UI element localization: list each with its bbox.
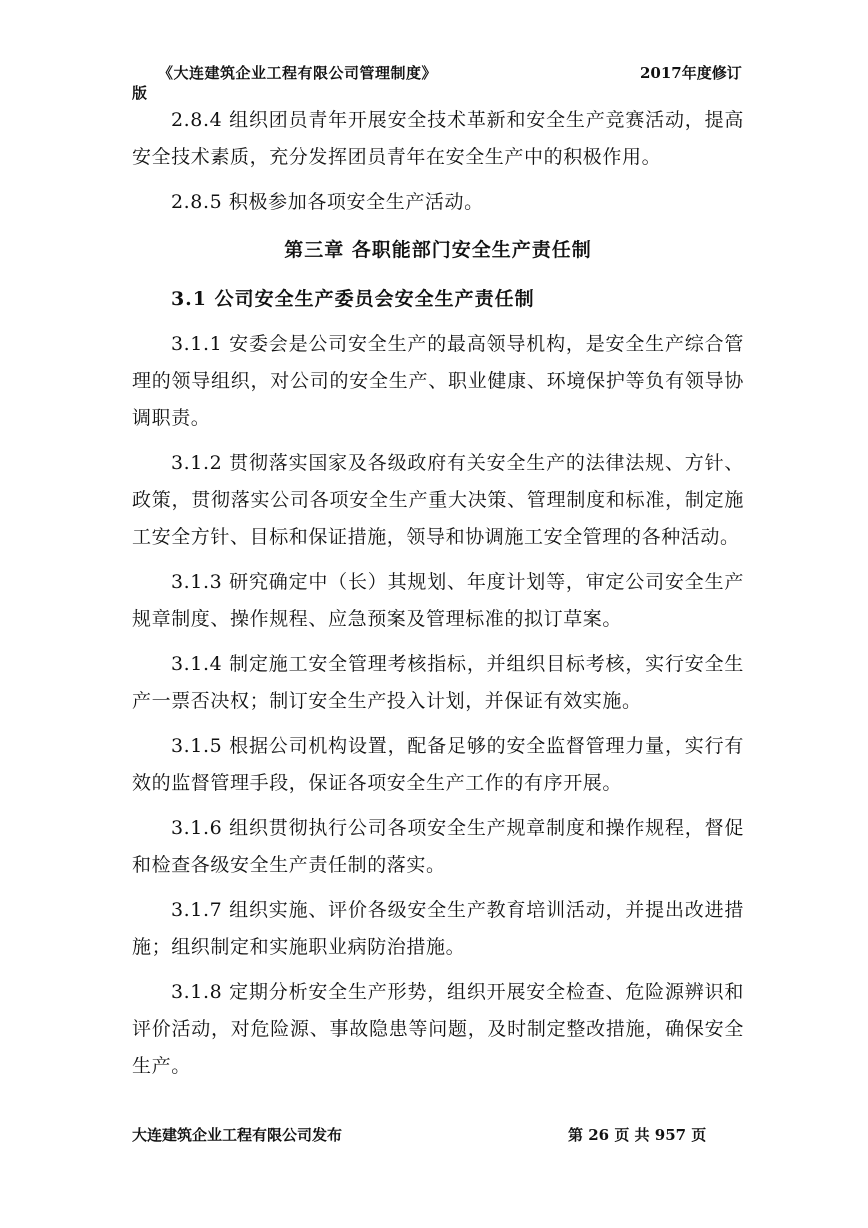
chapter-title: 第三章 各职能部门安全生产责任制 [284, 239, 592, 261]
paragraph-3-1-4: 3.1.4 制定施工安全管理考核指标，并组织目标考核，实行安全生产一票否决权；制订安全生产投入计划，并保证有效实施。 [132, 653, 744, 712]
document-body [132, 102, 744, 1093]
paragraph-3-1-6: 3.1.6 组织贯彻执行公司各项安全生产规章制度和操作规程，督促和检查各级安全生产责任制的落实。 [132, 817, 744, 876]
paragraph-3-1-7: 3.1.7 组织实施、评价各级安全生产教育培训活动，并提出改进措施；组织制定和实施职业病防治措施。 [132, 899, 744, 958]
footer-page-number: 第 26 页 共 957 页 [568, 1126, 707, 1144]
header-edition: 2017年度修订 [640, 64, 742, 82]
paragraph-3-1-8: 3.1.8 定期分析安全生产形势，组织开展安全检查、危险源辨识和评价活动，对危险源、事故隐患等问题，及时制定整改措施，确保安全生产。 [132, 981, 744, 1077]
paragraph-3-1-2: 3.1.2 贯彻落实国家及各级政府有关安全生产的法律法规、方针、政策，贯彻落实公司各项安全生产重大决策、管理制度和标准，制定施工安全方针、目标和保证措施，领导和协调施工安全管理的各种活动。 [132, 452, 744, 548]
header-document-title: 《大连建筑企业工程有限公司管理制度》 [158, 64, 438, 82]
paragraph-3-1-5: 3.1.5 根据公司机构设置，配备足够的安全监督管理力量，实行有效的监督管理手段，保证各项安全生产工作的有序开展。 [132, 735, 744, 794]
paragraph-3-1-1: 3.1.1 安委会是公司安全生产的最高领导机构，是安全生产综合管理的领导组织，对公司的安全生产、职业健康、环境保护等负有领导协调职责。 [132, 333, 744, 429]
paragraph-2-8-5: 2.8.5 积极参加各项安全生产活动。 [170, 191, 484, 213]
paragraph-3-1-3: 3.1.3 研究确定中（长）其规划、年度计划等，审定公司安全生产规章制度、操作规程、应急预案及管理标准的拟订草案。 [132, 571, 744, 630]
header-edition-wrap: 版 [132, 84, 148, 102]
section-heading-3-1: 3.1 公司安全生产委员会安全生产责任制 [170, 288, 535, 310]
paragraph-2-8-4: 2.8.4 组织团员青年开展安全技术革新和安全生产竞赛活动，提高安全技术素质，充分发挥团员青年在安全生产中的积极作用。 [132, 109, 744, 168]
footer-publisher: 大连建筑企业工程有限公司发布 [132, 1126, 343, 1144]
